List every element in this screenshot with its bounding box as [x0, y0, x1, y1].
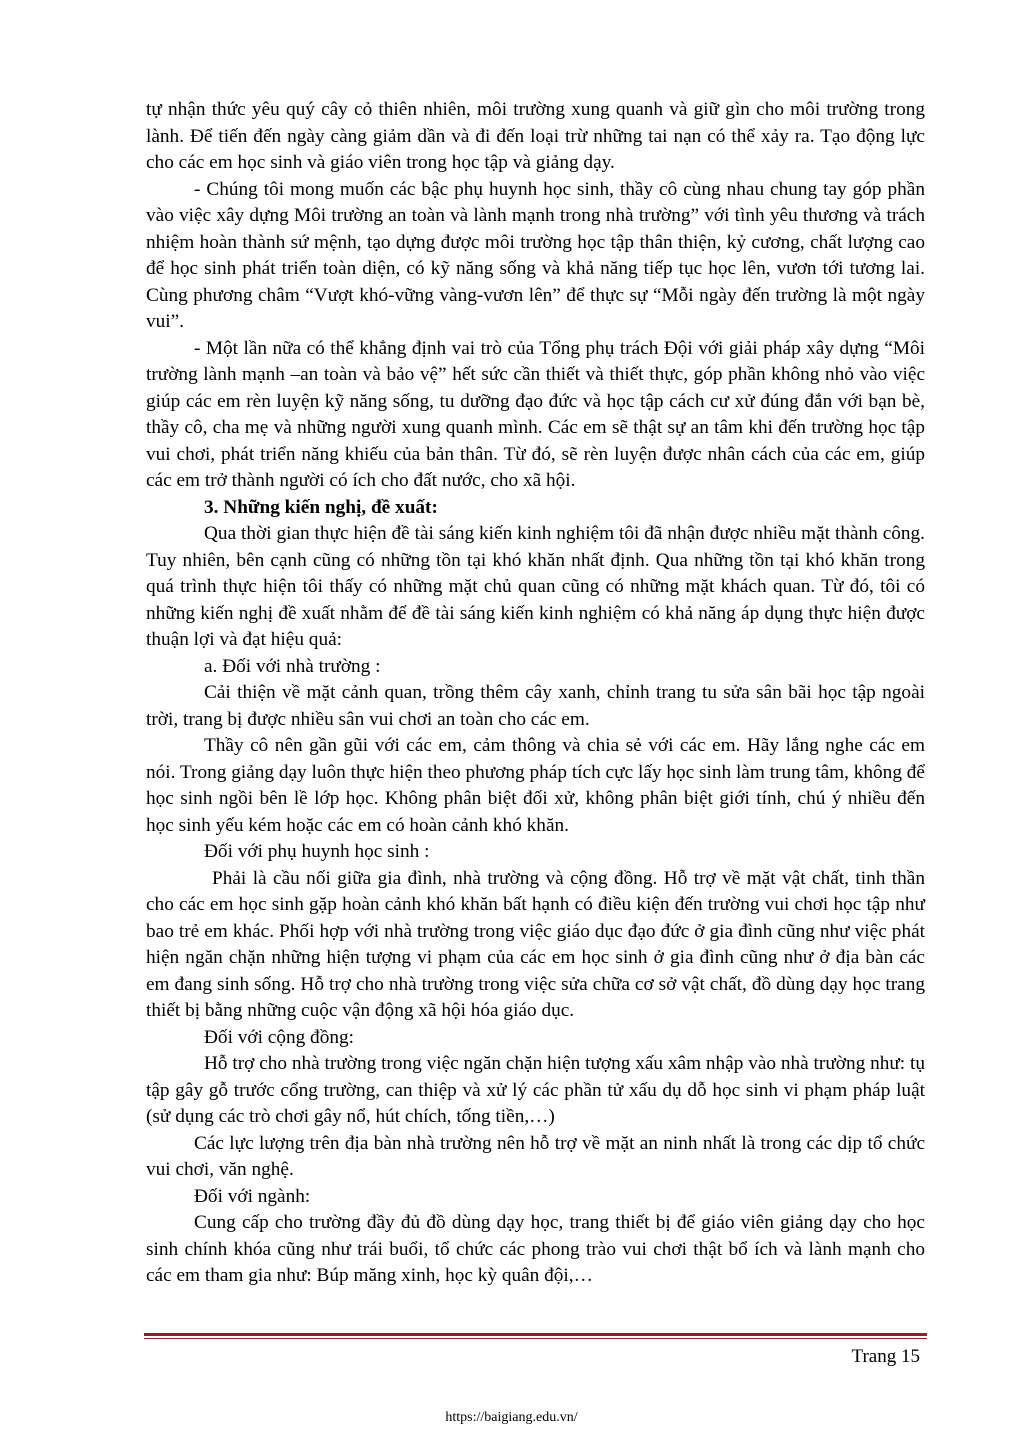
paragraph-local-forces: Các lực lượng trên địa bàn nhà trường nên hỗ trợ về mặt an ninh nhất là trong các dịp tổ chức vui chơi, văn nghệ. [146, 1132, 925, 1180]
footer-divider-thick [144, 1333, 927, 1336]
subheading-sector: Đối với ngành: [194, 1185, 311, 1207]
body-text [146, 97, 925, 1290]
paragraph-teachers: Thầy cô nên gần gũi với các em, cảm thông và chia sẻ với các em. Hãy lắng nghe các em nói. Trong giảng dạy luôn thực hiện theo phương pháp tích cực lấy học sinh làm trung tâm, không để học sinh ngồi bên lề lớp học. Không phân biệt đối xử, không phân biệt giới tính, chú ý nhiều đến học sinh yếu kém hoặc các em có hoàn cảnh khó khăn. [146, 735, 925, 836]
subheading-community: Đối với cộng đồng: [204, 1026, 354, 1048]
paragraph-recommendations-intro: Qua thời gian thực hiện đề tài sáng kiến kinh nghiệm tôi đã nhận được nhiều mặt thành công. Tuy nhiên, bên cạnh cũng có những tồn tại khó khăn nhất định. Qua những tồn tại khó khăn trong quá trình thực hiện tôi thấy có những mặt chủ quan cũng có những mặt khách quan. Từ đó, tôi có những kiến nghị đề xuất nhằm để đề tài sáng kiến kinh nghiệm có khả năng áp dụng thực hiện được thuận lợi và đạt hiệu quả: [146, 523, 925, 650]
footer-divider-thin [144, 1338, 927, 1339]
paragraph-parents-wish: - Chúng tôi mong muốn các bậc phụ huynh học sinh, thầy cô cùng nhau chung tay góp phần vào việc xây dựng Môi trường an toàn và lành mạnh trong nhà trường” với tình yêu thương và trách nhiệm hoàn thành sứ mệnh, tạo dựng được môi trường học tập thân thiện, kỷ cương, chất lượng cao để học sinh phát triển toàn diện, có kỹ năng sống và khả năng tiếp tục học lên, vươn tới tương lai. Cùng phương châm “Vượt khó-vững vàng-vươn lên” để thực sự “Mỗi ngày đến trường là một ngày vui”. [146, 178, 925, 332]
subheading-parents: Đối với phụ huynh học sinh : [204, 841, 430, 862]
paragraph-sector: Cung cấp cho trường đầy đủ đồ dùng dạy học, trang thiết bị để giáo viên giảng dạy cho học sinh chính khóa cũng như trái buổi, tổ chức các phong trào vui chơi thật bổ ích và lành mạnh cho các em tham gia như: Búp măng xinh, học kỳ quân đội,… [146, 1212, 925, 1286]
page-number: Trang 15 [851, 1346, 920, 1367]
subheading-school: a. Đối với nhà trường : [204, 655, 381, 677]
source-url[interactable]: https://baigiang.edu.vn/ [445, 1410, 578, 1425]
paragraph-intro-continued: tự nhận thức yêu quý cây cỏ thiên nhiên, môi trường xung quanh và giữ gìn cho môi trường trong lành. Để tiến đến ngày càng giảm dần và đi đến loại trừ những tai nạn có thể xảy ra. Tạo động lực cho các em học sinh và giáo viên trong học tập và giảng dạy. [146, 99, 925, 173]
paragraph-school-landscape: Cải thiện về mặt cảnh quan, trồng thêm cây xanh, chỉnh trang tu sửa sân bãi học tập ngoài trời, trang bị được nhiều sân vui chơi an toàn cho các em. [146, 682, 925, 730]
paragraph-role-affirmation: - Một lần nữa có thể khẳng định vai trò của Tổng phụ trách Đội với giải pháp xây dựng “Môi trường lành mạnh –an toàn và bảo vệ” hết sức cần thiết và thiết thực, góp phần không nhỏ vào việc giúp các em rèn luyện kỹ năng sống, tu dưỡng đạo đức và học tập cách cư xử đúng đắn với bạn bè, thầy cô, cha mẹ và những người xung quanh mình. Các em sẽ thật sự an tâm khi đến trường học tập vui chơi, phát triển năng khiếu của bản thân. Từ đó, sẽ rèn luyện được nhân cách của các em, giúp các em trở thành người có ích cho đất nước, cho xã hội. [146, 337, 925, 491]
paragraph-community: Hỗ trợ cho nhà trường trong việc ngăn chặn hiện tượng xấu xâm nhập vào nhà trường như: tụ tập gây gỗ trước cổng trường, can thiệp và xử lý các phần tử xấu dụ dỗ học sinh vi phạm pháp luật (sử dụng các trò chơi gây nổ, hút chích, tống tiền,…) [146, 1053, 925, 1127]
section-heading-recommendations: 3. Những kiến nghị, đề xuất: [204, 496, 438, 518]
paragraph-parents: Phải là cầu nối giữa gia đình, nhà trường và cộng đồng. Hỗ trợ về mặt vật chất, tinh thần cho các em học sinh gặp hoàn cảnh khó khăn bất hạnh có điều kiện đến trường vui chơi học tập như bao trẻ em khác. Phối hợp với nhà trường trong việc giáo dục đạo đức ở gia đình cũng như việc phát hiện ngăn chặn những hiện tượng vi phạm của các em học sinh ở gia đình cũng như ở địa bàn các em đang sinh sống. Hỗ trợ cho nhà trường trong việc sửa chữa cơ sở vật chất, đồ dùng dạy học trang thiết bị bằng những cuộc vận động xã hội hóa giáo dục. [146, 867, 925, 1021]
